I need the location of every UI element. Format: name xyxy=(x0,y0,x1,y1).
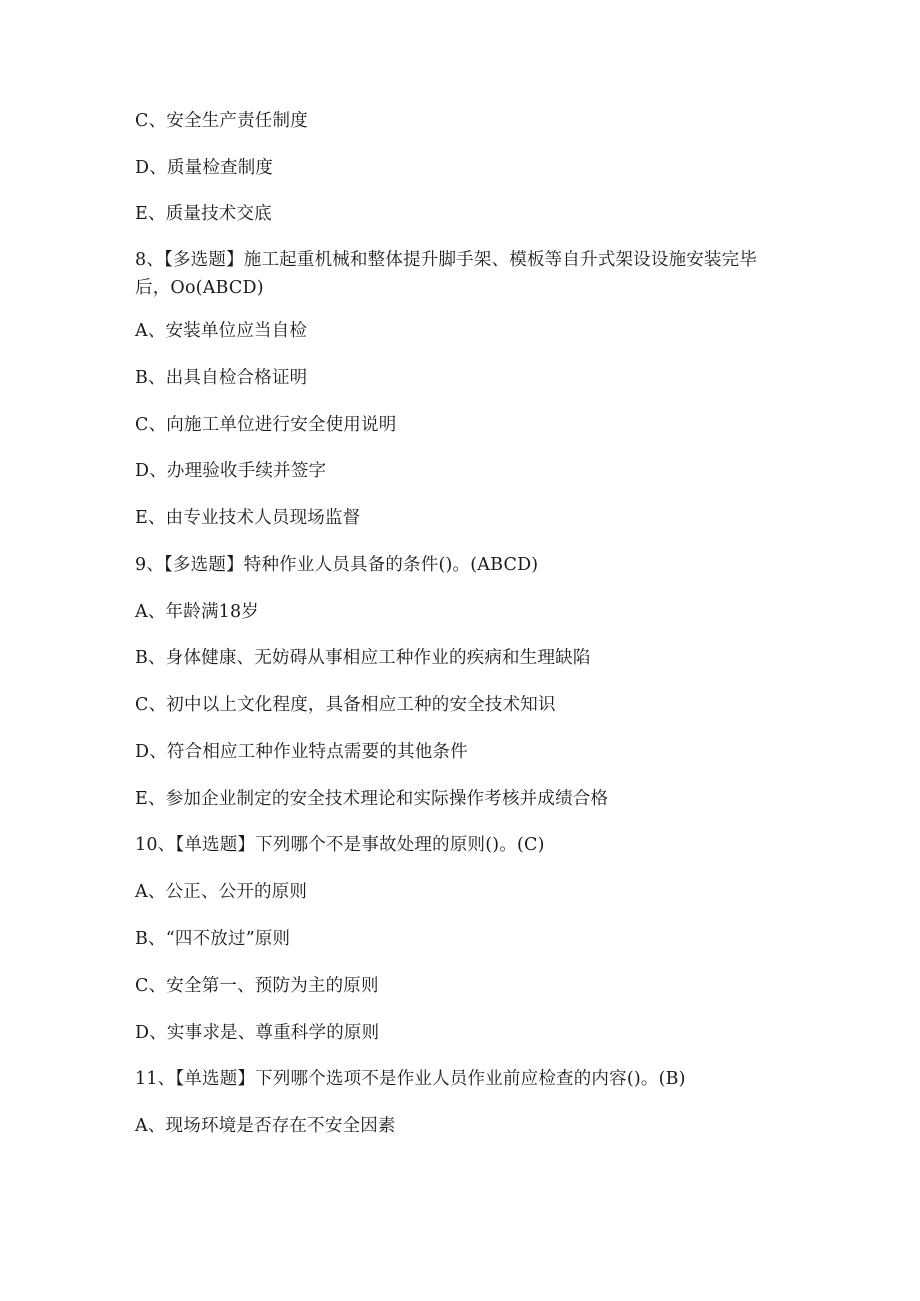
option-e-q8: E、由专业技术人员现场监督 xyxy=(135,508,361,528)
question-8: 8、【多选题】施工起重机械和整体提升脚手架、模板等自升式架设设施安装完毕后，Oo(ABCD) xyxy=(135,250,758,298)
option-b-q10: B、“四不放过”原则 xyxy=(135,929,291,949)
option-a-q11: A、现场环境是否存在不安全因素 xyxy=(135,1116,396,1136)
option-c-q8: C、向施工单位进行安全使用说明 xyxy=(135,415,397,435)
option-e-q7: E、质量技术交底 xyxy=(135,204,272,224)
option-d-q8: D、办理验收手续并签字 xyxy=(135,461,327,481)
option-c-q9: C、初中以上文化程度，具备相应工种的安全技术知识 xyxy=(135,695,556,715)
question-10: 10、【单选题】下列哪个不是事故处理的原则()。(C) xyxy=(135,835,545,855)
option-a-q10: A、公正、公开的原则 xyxy=(135,882,308,902)
option-a-q8: A、安装单位应当自检 xyxy=(135,321,308,341)
option-d-q7: D、质量检查制度 xyxy=(135,158,274,178)
question-9: 9、【多选题】特种作业人员具备的条件()。(ABCD) xyxy=(135,555,539,575)
question-11: 11、【单选题】下列哪个选项不是作业人员作业前应检查的内容()。(B) xyxy=(135,1069,686,1089)
option-c-q7: C、安全生产责任制度 xyxy=(135,111,308,131)
option-d-q9: D、符合相应工种作业特点需要的其他条件 xyxy=(135,742,468,762)
option-a-q9: A、年龄满18岁 xyxy=(135,602,260,622)
option-b-q8: B、出具自检合格证明 xyxy=(135,368,308,388)
option-c-q10: C、安全第一、预防为主的原则 xyxy=(135,976,379,996)
option-e-q9: E、参加企业制定的安全技术理论和实际操作考核并成绩合格 xyxy=(135,789,609,809)
option-b-q9: B、身体健康、无妨碍从事相应工种作业的疾病和生理缺陷 xyxy=(135,648,591,668)
option-d-q10: D、实事求是、尊重科学的原则 xyxy=(135,1023,380,1043)
